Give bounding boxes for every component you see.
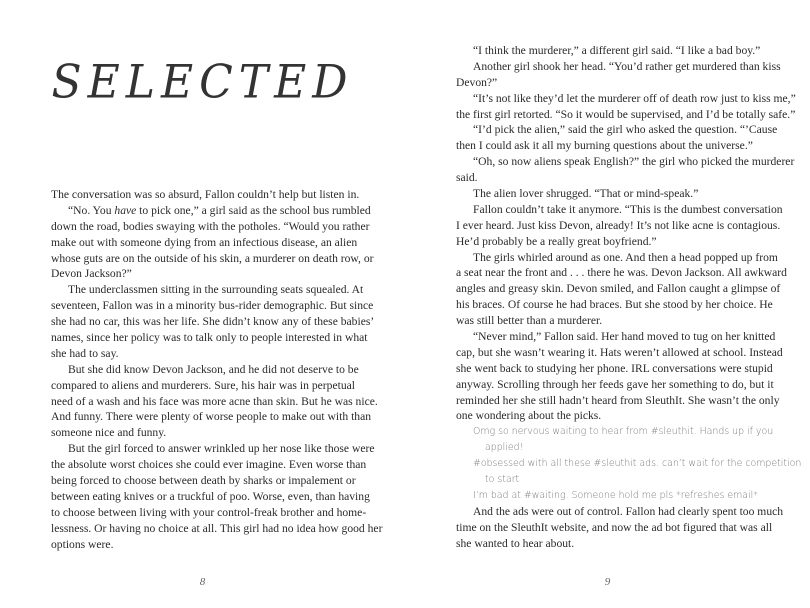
paragraph	[51, 282, 375, 361]
text-line: I ever heard. Just kiss Devon, already! It’s not like acne is contagious.	[456, 218, 781, 232]
social-post	[456, 424, 774, 456]
text-line: “Oh, so now aliens speak English?” the girl who picked the murderer	[473, 155, 795, 169]
text-line: she had to say.	[51, 346, 119, 360]
text-line: lessness. Or having no choice at all. This girl had no idea how good her	[51, 521, 383, 535]
text-line: she went back to studying her phone. IRL conversations were stupid	[456, 361, 773, 375]
text-line: The underclassmen sitting in the surrounding seats squealed. At	[68, 283, 364, 297]
paragraph	[51, 203, 374, 282]
chapter-title: SELECTED	[51, 56, 354, 110]
right-page	[405, 0, 810, 608]
text-line: she wanted to hear about.	[456, 536, 575, 550]
text-line: Devon?”	[456, 75, 498, 89]
social-post	[456, 456, 802, 488]
text-line: Another girl shook her head. “You’d rather get murdered than kiss	[473, 59, 781, 73]
text-line: cap, but she wasn’t wearing it. Hats weren’t allowed at school. Instead	[456, 345, 783, 359]
paragraph	[456, 59, 781, 91]
text-line: was still better than a murderer.	[456, 314, 603, 328]
text-line: someone nice and funny.	[51, 426, 167, 440]
text-line: the absolute worst choices she could ever imagine. Even worse than	[51, 458, 367, 472]
italic-text: have	[114, 203, 137, 217]
text-line: “Never mind,” Fallon said. Her hand moved to tug on her knitted	[473, 330, 776, 344]
text-line: time on the SleuthIt website, and now the ad bot figured that was all	[456, 520, 773, 534]
paragraph	[456, 250, 787, 329]
left-body-text	[51, 187, 383, 552]
text-segment: to pick one,” a girl said as the school bus rumbled	[136, 203, 371, 217]
paragraph	[51, 362, 378, 441]
text-line	[51, 203, 371, 219]
text-line: being forced to choose between death by sharks or impalement or	[51, 474, 356, 488]
text-line: applied!	[485, 442, 524, 454]
paragraph	[456, 43, 760, 59]
text-line: make out with someone dying from an infectious disease, an alien	[51, 235, 358, 249]
text-line: I’m bad at #waiting. Someone hold me pls *refreshes email*	[473, 489, 758, 501]
paragraph	[456, 329, 783, 424]
paragraph	[456, 122, 778, 154]
text-line: “I’d pick the alien,” said the girl who asked the question. “’Cause	[473, 123, 778, 137]
text-line: seventeen, Fallon was in a minority bus-rider demographic. But since	[51, 299, 374, 313]
text-line: his braces. Of course he had braces. But she stood by her choice. He	[456, 298, 773, 312]
text-line: Fallon couldn’t take it anymore. “This is the dumbest conversation	[473, 202, 783, 216]
text-line: The girls whirled around as one. And then a head popped up from	[473, 250, 778, 264]
text-line: The conversation was so absurd, Fallon couldn’t help but listen in.	[51, 188, 360, 201]
text-line: He’d probably be a really great boyfriend.”	[456, 234, 657, 248]
page-number-left: 8	[199, 576, 206, 588]
text-line: anyway. Scrolling through her feeds gave her something to do, but it	[456, 377, 774, 391]
paragraph	[456, 504, 784, 552]
right-body-text	[456, 43, 802, 552]
text-line: a seat near the front and . . . there he was. Devon Jackson. All awkward	[456, 266, 787, 280]
text-line: #obsessed with all these #sleuthit ads. can’t wait for the competition	[473, 458, 802, 470]
paragraph	[456, 186, 760, 202]
text-line: The alien lover shrugged. “That or mind-speak.”	[473, 187, 699, 201]
paragraph	[51, 441, 383, 552]
text-line: Devon Jackson?”	[51, 267, 132, 281]
text-line: to start	[485, 474, 520, 486]
text-line: “I think the murderer,” a different girl said. “I like a bad boy.”	[473, 44, 761, 57]
text-line: compared to aliens and murderers. Sure, his hair was in perpetual	[51, 378, 355, 392]
text-line: And the ads were out of control. Fallon had clearly spent too much	[473, 504, 784, 518]
text-line: whose guts are on the outside of his skin, a murderer on death row, or	[51, 251, 374, 265]
text-line: names, since her policy was to talk only to people interested in what	[51, 331, 368, 345]
paragraph	[456, 202, 783, 250]
text-line: she had no car, this was her life. She didn’t know any of these babies’	[51, 315, 375, 329]
text-line: between eating knives or a truckful of poo. Worse, even, than having	[51, 489, 370, 503]
text-line: options were.	[51, 537, 114, 551]
text-line: one wondering about the picks.	[456, 409, 602, 423]
paragraph	[51, 187, 360, 203]
text-line: to choose between living with your control-freak brother and home-	[51, 505, 367, 519]
text-segment: “No. You	[68, 203, 115, 217]
text-line: then I could ask it all my burning questions about the universe.”	[456, 139, 753, 153]
social-post	[456, 488, 760, 504]
text-line: But she did know Devon Jackson, and he did not deserve to be	[68, 362, 359, 376]
text-line: But the girl forced to answer wrinkled up her nose like those were	[68, 442, 375, 456]
text-line: said.	[456, 171, 478, 185]
text-line: “It’s not like they’d let the murderer off of death row just to kiss me,”	[473, 91, 796, 105]
text-line: angles and greasy skin. Devon smiled, and Fallon caught a glimpse of	[456, 282, 781, 296]
paragraph	[456, 154, 795, 186]
text-line: And funny. There were plenty of worse people to make out with than	[51, 410, 372, 424]
text-line: reminded her she still hadn’t heard from SleuthIt. She wasn’t the only	[456, 393, 780, 407]
text-line: down the road, bodies swaying with the potholes. “Would you rather	[51, 219, 370, 233]
page-number-right: 9	[604, 576, 611, 588]
text-line: the first girl retorted. “So it would be supervised, and I’d be totally safe.”	[456, 107, 796, 121]
text-line: Omg so nervous waiting to hear from #sleuthit. Hands up if you	[473, 426, 774, 438]
paragraph	[456, 91, 796, 123]
text-line: need of a wash and his face was more acne than skin. But he was nice.	[51, 394, 378, 408]
